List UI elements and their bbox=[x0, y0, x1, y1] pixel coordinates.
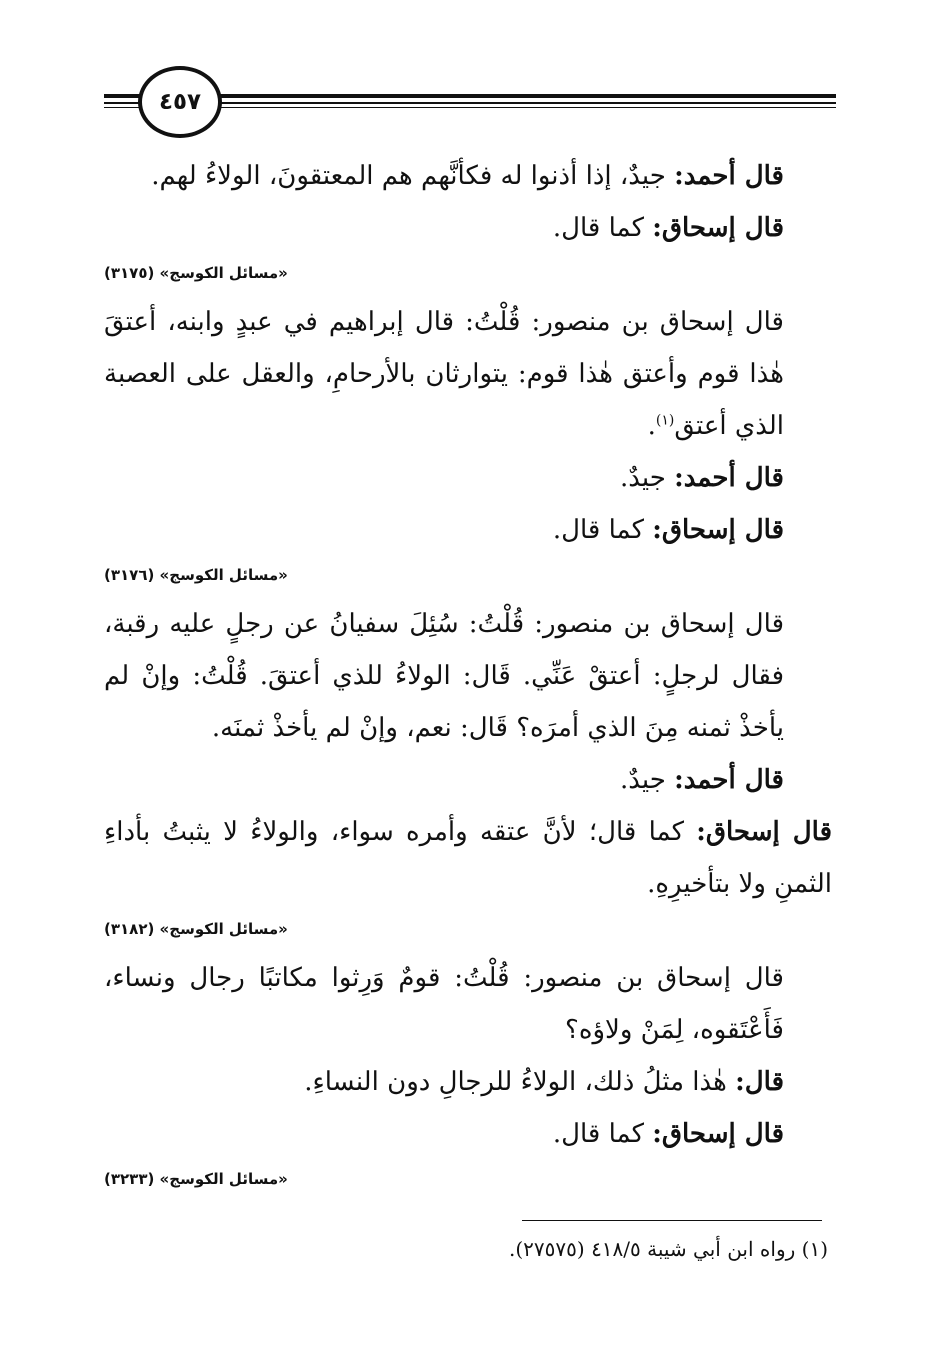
page-header bbox=[104, 64, 836, 134]
source-citation: «مسائل الكوسج» (٣١٧٥) bbox=[104, 264, 288, 282]
paragraph bbox=[104, 150, 832, 202]
paragraph-text: قال إسحاق بن منصور: قُلْتُ: قومٌ وَرِثوا مكاتبًا رجال ونساء، فَأَعْتَقوه، لِمَنْ ولاؤه؟ bbox=[104, 963, 784, 1045]
source-citation: «مسائل الكوسج» (٣٢٣٣) bbox=[104, 1170, 288, 1188]
footnote-text: رواه ابن أبي شيبة ٤١٨/٥ (٢٧٥٧٥). bbox=[509, 1237, 796, 1261]
paragraph-text: قال إسحاق بن منصور: قُلْتُ: قال إبراهيم في عبدٍ وابنه، أعتقَ هٰذا قوم وأعتق هٰذا قوم: يتوارثان بالأرحامِ، والعقل على العصبة الذي أعتق bbox=[104, 307, 784, 441]
paragraph bbox=[104, 452, 832, 504]
paragraph bbox=[104, 598, 832, 754]
paragraph bbox=[104, 952, 832, 1056]
speaker-label: قال إسحاق: bbox=[652, 515, 784, 545]
paragraph-text: هٰذا مثلُ ذلك، الولاءُ للرجالِ دون النساءِ. bbox=[304, 1067, 736, 1097]
paragraph bbox=[104, 1056, 832, 1108]
paragraph bbox=[104, 806, 832, 910]
paragraph-text: جيدٌ. bbox=[620, 765, 675, 795]
paragraph bbox=[104, 1108, 832, 1160]
paragraph bbox=[104, 754, 832, 806]
speaker-label: قال إسحاق: bbox=[696, 817, 832, 847]
paragraph-text: جيدٌ، إذا أذنوا له فكأنَّهم هم المعتقونَ، الولاءُ لهم. bbox=[151, 161, 675, 191]
speaker-label: قال إسحاق: bbox=[652, 1119, 784, 1149]
paragraph-end: . bbox=[647, 411, 656, 441]
footnote-separator bbox=[522, 1220, 822, 1221]
paragraph-text: قال إسحاق بن منصور: قُلْتُ: سُئِلَ سفيانُ عن رجلٍ عليه رقبة، فقال لرجلٍ: أعتقْ عَنِّي. قَال: الولاءُ للذي أعتقَ. قُلْتُ: وإنْ لم يأخذْ ثمنه مِنَ الذي أمرَه؟ قَال: نعم، وإنْ لم يأخذْ ثمنَه. bbox=[104, 609, 784, 743]
paragraph bbox=[104, 202, 832, 254]
speaker-label: قال إسحاق: bbox=[652, 213, 784, 243]
speaker-label: قال: bbox=[735, 1067, 784, 1097]
paragraph-text: كما قال. bbox=[552, 213, 653, 243]
page-number: ٤٥٧ bbox=[138, 66, 222, 138]
footnote-marker[interactable]: (١) bbox=[655, 412, 675, 429]
page-body bbox=[104, 150, 832, 1202]
paragraph-text: كما قال. bbox=[552, 515, 653, 545]
paragraph bbox=[104, 504, 832, 556]
footnote bbox=[300, 1234, 828, 1264]
paragraph-text: كما قال؛ لأنَّ عتقه وأمره سواء، والولاءُ لا يثبتُ بأداءِ الثمنِ ولا بتأخيرِهِ. bbox=[104, 817, 832, 899]
paragraph-text: كما قال. bbox=[552, 1119, 653, 1149]
footnote-number: (١) bbox=[801, 1237, 828, 1261]
source-citation: «مسائل الكوسج» (٣١٨٢) bbox=[104, 920, 288, 938]
paragraph bbox=[104, 296, 832, 452]
speaker-label: قال أحمد: bbox=[674, 161, 784, 191]
paragraph-text: جيدٌ. bbox=[620, 463, 675, 493]
speaker-label: قال أحمد: bbox=[674, 463, 784, 493]
source-citation: «مسائل الكوسج» (٣١٧٦) bbox=[104, 566, 288, 584]
speaker-label: قال أحمد: bbox=[674, 765, 784, 795]
